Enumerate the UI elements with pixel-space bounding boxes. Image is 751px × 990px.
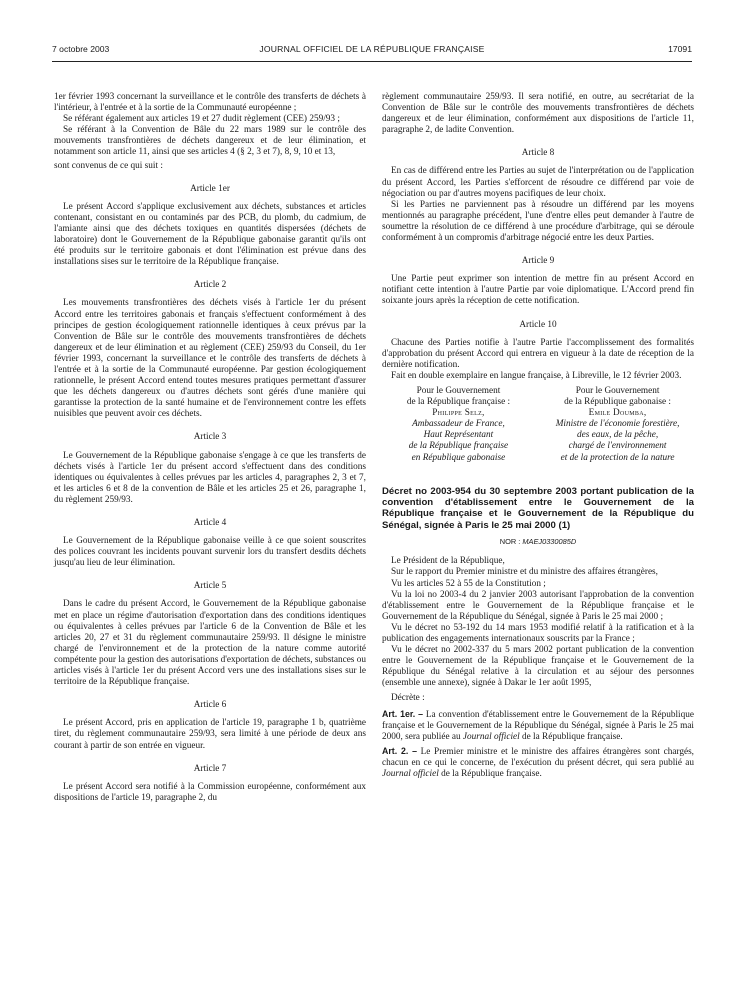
journal-reference: Journal officiel bbox=[462, 731, 520, 742]
signatory-line: Pour le Gouvernement bbox=[416, 385, 501, 396]
article-heading: Article 4 bbox=[193, 518, 227, 528]
article-2-paragraph bbox=[382, 746, 694, 780]
decree-title: Décret no 2003-954 du 30 septembre 2003 portant publication de la convention d'établissement entre le Gouvernement de la République française et le Gouvernement de la République du Sénégal, signée à Paris le 25 mai 2000 (1) bbox=[382, 485, 694, 531]
signature-block bbox=[382, 386, 694, 464]
decrete-line: Décrète : bbox=[391, 693, 425, 704]
paragraph: Si les Parties ne parviennent pas à résoudre un différend par les moyens mentionnés au paragraphe précédent, l'une d'entre elles peut demander à l'autre de soumettre la résolution de ce différend à une procédure d'arbitrage, qui se déroule conformément à un compromis d'arbitrage négocié entre les deux Parties. bbox=[382, 199, 694, 244]
paragraph: En cas de différend entre les Parties au sujet de l'interprétation ou de l'application du présent Accord, les Parties s'efforcent de résoudre ce différend par voie de négociation ou par d'autres moyens pacifiques de leur choix. bbox=[382, 166, 694, 199]
article-heading: Article 1er bbox=[190, 183, 230, 194]
paragraph: sont convenus de ce qui suit : bbox=[54, 160, 163, 171]
paragraph: Le présent Accord sera notifié à la Commission européenne, conformément aux dispositions de l'article 19, paragraphe 2, du bbox=[54, 781, 366, 803]
article-heading: Article 3 bbox=[193, 432, 227, 443]
paragraph: Le Président de la République, bbox=[391, 556, 505, 567]
signatory-title: Haut Représentant bbox=[423, 430, 494, 441]
header-rule bbox=[52, 61, 692, 62]
signatory-name: Emile Doumba, bbox=[588, 408, 647, 419]
signatory-title: Ministre de l'économie forestière, bbox=[555, 419, 680, 430]
paragraph: Vu la loi no 2003-4 du 2 janvier 2003 autorisant l'approbation de la convention d'établissement entre le Gouvernement de la République française et le Gouvernement de la République du Sénégal, signée à Paris le 25 mai 2000 ; bbox=[382, 589, 694, 622]
signatory-gabon bbox=[541, 386, 694, 464]
paragraph: Les mouvements transfrontières des déchets visés à l'article 1er du présent Accord entre les territoires gabonais et français s'effectuent conformément à des principes de gestion écologiquement rationnelle identiques à ceux prévus par la Convention de Bâle sur le contrôle des mouvements transfrontières de déchets dangereux et de leur élimination et au règlement (CEE) 259/93 du Conseil, du 1er février 1993, concernant la surveillance et le contrôle des transferts de déchets à l'entrée et à la sortie de la Communauté européenne. Par gestion écologiquement rationnelle, le présent Accord entend toutes mesures pratiques permettant d'assurer que les déchets dangereux ou d'autres déchets sont gérés d'une manière qui garantisse la protection de la santé humaine et de l'environnement contre les effets nuisibles que peuvent avoir ces déchets. bbox=[54, 298, 366, 420]
paragraph: Se référant également aux articles 19 et 27 dudit règlement (CEE) 259/93 ; bbox=[63, 114, 340, 125]
paragraph: Chacune des Parties notifie à l'autre Partie l'accomplissement des formalités d'approbation du présent Accord qui entrera en vigueur à la date de réception de la dernière notification. bbox=[382, 337, 694, 370]
nor-value: MAEJ0330085D bbox=[522, 537, 577, 547]
right-column bbox=[382, 92, 694, 780]
article-heading: Article 2 bbox=[193, 280, 227, 291]
signatory-title: en République gabonaise bbox=[411, 452, 506, 463]
signatory-title: des eaux, de la pêche, bbox=[576, 430, 659, 441]
journal-reference: Journal officiel bbox=[382, 769, 439, 780]
paragraph: règlement communautaire 259/93. Il sera notifié, en outre, au secrétariat de la Convention de Bâle sur le contrôle des mouvements transfrontières de déchets dangereux et de leur élimination, conformément aux dispositions de l'article 11, paragraphe 2, de ladite Convention. bbox=[382, 92, 694, 136]
signatory-title: et de la protection de la nature bbox=[560, 452, 675, 463]
paragraph: Vu le décret no 2002-337 du 5 mars 2002 portant publication de la convention entre le Gouvernement de la République française et le Gouvernement de la République du Sénégal relative à la circulation et au séjour des personnes (ensemble une annexe), signée à Dakar le 1er août 1995, bbox=[382, 645, 694, 689]
paragraph: Se référant à la Convention de Bâle du 22 mars 1989 sur le contrôle des mouvements transfrontières de déchets dangereux et de leur élimination, et notamment son article 11, ainsi que ses articles 4 (§ 2, 3 et 7), 8, 9, 10 et 13, bbox=[54, 125, 366, 158]
signatory-title: de la République française bbox=[408, 441, 509, 452]
paragraph: Le présent Accord s'applique exclusivement aux déchets, substances et articles contenant, consistant en ou contaminés par des PCB, du plomb, du cadmium, de l'amiante ainsi que des déchets toxiques en quantités dispersées (déchets de laboratoire) dont le Gouvernement de la République gabonaise garantit qu'ils ont été produits sur le territoire gabonais et dont l'élimination est prévue dans des installations sises sur le territoire de la République française. bbox=[54, 201, 366, 268]
paragraph: Le Gouvernement de la République gabonaise veille à ce que soient souscrites des polices couvrant les incidents pouvant survenir lors du transfert desdits déchets jusqu'au lieu de leur élimination. bbox=[54, 536, 366, 569]
nor-reference bbox=[382, 536, 694, 547]
paragraph: Vu les articles 52 à 55 de la Constitution ; bbox=[391, 578, 546, 589]
signatory-name: Philippe Selz, bbox=[432, 408, 485, 419]
signatory-title: chargé de l'environnement bbox=[568, 441, 667, 452]
paragraph: Sur le rapport du Premier ministre et du ministre des affaires étrangères, bbox=[391, 567, 658, 578]
article-1-text: La convention d'établissement entre le Gouvernement de la République française et le Gouvernement de la République du Sénégal, signée à Paris le 25 mai 2000, sera publiée au bbox=[382, 709, 694, 742]
article-heading: Article 7 bbox=[193, 763, 227, 774]
paragraph: 1er février 1993 concernant la surveillance et le contrôle des transferts de déchets à l'intérieur, à l'entrée et à la sortie de la Communauté européenne ; bbox=[54, 92, 366, 114]
article-heading: Article 8 bbox=[521, 148, 555, 159]
paragraph: Une Partie peut exprimer son intention de mettre fin au présent Accord en notifiant cette intention à l'autre Partie par voie diplomatique. L'Accord prend fin soixante jours après la réception de cette notification. bbox=[382, 274, 694, 307]
signatory-line: de la République française : bbox=[406, 397, 511, 408]
article-1-text-end: de la République française. bbox=[522, 731, 623, 742]
signatory-line: Pour le Gouvernement bbox=[575, 385, 660, 396]
article-heading: Article 5 bbox=[193, 581, 227, 592]
page-header bbox=[52, 44, 692, 58]
left-column bbox=[54, 92, 366, 804]
header-page-number: 17091 bbox=[668, 44, 692, 54]
article-heading: Article 10 bbox=[519, 319, 557, 330]
paragraph: Fait en double exemplaire en langue française, à Libreville, le 12 février 2003. bbox=[391, 370, 682, 381]
article-2-text: Le Premier ministre et le ministre des affaires étrangères sont chargés, chacun en ce qui le concerne, de l'exécution du présent décret, qui sera publié au bbox=[382, 746, 694, 768]
article-heading: Article 6 bbox=[193, 700, 227, 711]
article-2-label: Art. 2. – bbox=[382, 745, 417, 756]
article-1-label: Art. 1er. – bbox=[382, 708, 424, 719]
header-journal-title: JOURNAL OFFICIEL DE LA RÉPUBLIQUE FRANÇAISE bbox=[259, 44, 485, 54]
paragraph: Le Gouvernement de la République gabonaise s'engage à ce que les transferts de déchets visés à l'article 1er du présent accord s'effectuent dans des conditions identiques ou équivalentes à celles prévues par les articles 4, paragraphes 2, 3 et 7, et les articles 6 et 8 de la convention de Bâle et les articles 25 et 26, paragraphe 1, du règlement 259/93. bbox=[54, 450, 366, 505]
paragraph: Dans le cadre du présent Accord, le Gouvernement de la République gabonaise met en place un régime d'autorisation d'exportation dans des conditions identiques ou équivalentes à celles prévues par l'article 6 de la Convention de Bâle et les articles 20, 27 et 31 du règlement communautaire 259/93. Il désigne le ministre chargé de l'environnement et de la protection de la nature comme autorité compétente pour la gestion des autorisations d'exportation de déchets, substances ou articles visés à l'article 1er du présent Accord vers une des installations sises sur le territoire de la République française. bbox=[54, 599, 366, 688]
nor-label: NOR : bbox=[499, 537, 521, 547]
article-2-text-end: de la République française. bbox=[441, 769, 542, 780]
header-date: 7 octobre 2003 bbox=[52, 44, 110, 54]
signatory-line: de la République gabonaise : bbox=[564, 397, 671, 408]
signatory-france bbox=[382, 386, 535, 464]
paragraph: Le présent Accord, pris en application de l'article 19, paragraphe 1 b, quatrième tiret, du règlement communautaire 259/93, sera limité à une période de deux ans courant à partir de son entrée en vigueur. bbox=[54, 718, 366, 751]
signatory-title: Ambassadeur de France, bbox=[412, 419, 505, 430]
article-1-paragraph bbox=[382, 709, 694, 743]
paragraph: Vu le décret no 53-192 du 14 mars 1953 modifié relatif à la ratification et à la publication des engagements internationaux souscrits par la France ; bbox=[382, 622, 694, 644]
article-heading: Article 9 bbox=[521, 256, 555, 267]
